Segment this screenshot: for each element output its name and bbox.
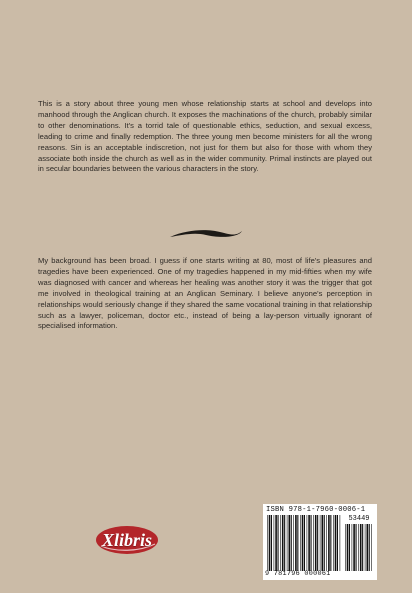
logo-text: Xlibris — [101, 530, 153, 550]
barcode-bar — [347, 524, 349, 571]
ean-digits: 9 781796 000061 — [265, 570, 331, 578]
blurb-paragraph-author: My background has been broad. I guess if one starts writing at 80, most of life's pleasures and tragedies have been experienced. One of my tragedies happened in my mid-fifties when my wife was diagnosed with cancer and whereas her healing was another story it was the trigger that got me involved in theological training at an Anglican Seminary. I believe anyone's perception in relationships would seriously change if they shared the same vocational training in that relationship such as a lawyer, policeman, doctor etc., instead of being a lay-person virtually ignorant of specialised information. — [38, 256, 372, 331]
barcode-bar — [308, 515, 310, 571]
barcode-bar — [291, 515, 292, 571]
barcode-bar — [365, 524, 366, 571]
barcode-bar — [282, 515, 284, 571]
isbn-number: ISBN 978-1-7960-0006-1 — [266, 506, 366, 514]
barcode-bar — [333, 515, 334, 571]
barcode-bar — [295, 515, 297, 571]
barcode-bar — [311, 515, 312, 571]
barcode-bar — [275, 515, 277, 571]
barcode-bar — [371, 524, 372, 571]
barcode-bar — [335, 515, 337, 571]
barcode-bar — [293, 515, 294, 571]
blurb-paragraph-story: This is a story about three young men whose relationship starts at school and develops into manhood through the Anglican church. It exposes the machinations of the church, probably similar to other denominations. It's a torrid tale of questionable ethics, seduction, and sexual excess, leading to crime and finally redemption. The three young men become ministers for all the wrong reasons. Sin is an acceptable indiscretion, not just for them but also for those with whom they associate both inside the church as well as in the wider community. Primal instincts are played out in secular boundaries between the various characters in the story. — [38, 99, 372, 174]
barcode-bar — [349, 524, 350, 571]
barcode-bar — [369, 524, 370, 571]
barcode-bar — [274, 515, 275, 571]
barcode-bar — [297, 515, 298, 571]
barcode-bar — [328, 515, 330, 571]
barcode-bar — [289, 515, 291, 571]
barcode-bar — [267, 515, 268, 571]
barcode-bar — [340, 515, 341, 571]
barcode-bar — [367, 524, 369, 571]
barcode-bar — [326, 515, 327, 571]
barcode-bar — [317, 515, 318, 571]
barcode-bar — [356, 524, 357, 571]
barcode-bar — [271, 515, 272, 571]
barcode-bar — [320, 515, 321, 571]
barcode-bar — [358, 524, 359, 571]
barcode-bar — [287, 515, 288, 571]
xlibris-logo — [95, 524, 159, 556]
barcode-bar — [330, 515, 331, 571]
barcode-bar — [313, 515, 314, 571]
barcode-bar — [360, 524, 362, 571]
barcode-bar — [302, 515, 304, 571]
barcode-bar — [345, 524, 346, 571]
barcode-bar — [362, 524, 363, 571]
ean-barcode-bars — [267, 515, 341, 571]
addon-number: 53449 — [348, 515, 370, 523]
barcode-bar — [337, 515, 338, 571]
barcode-bar — [284, 515, 285, 571]
barcode-bar — [324, 515, 325, 571]
barcode-bar — [269, 515, 271, 571]
addon-barcode-bars — [345, 524, 373, 571]
barcode-bar — [352, 524, 353, 571]
barcode-bar — [353, 524, 355, 571]
barcode-bar — [280, 515, 281, 571]
barcode-bar — [315, 515, 317, 571]
barcode-bar — [304, 515, 305, 571]
isbn-barcode — [263, 504, 377, 580]
swash-divider — [168, 226, 244, 242]
barcode-bar — [300, 515, 301, 571]
barcode-bar — [322, 515, 324, 571]
barcode-bar — [278, 515, 279, 571]
barcode-bar — [307, 515, 308, 571]
